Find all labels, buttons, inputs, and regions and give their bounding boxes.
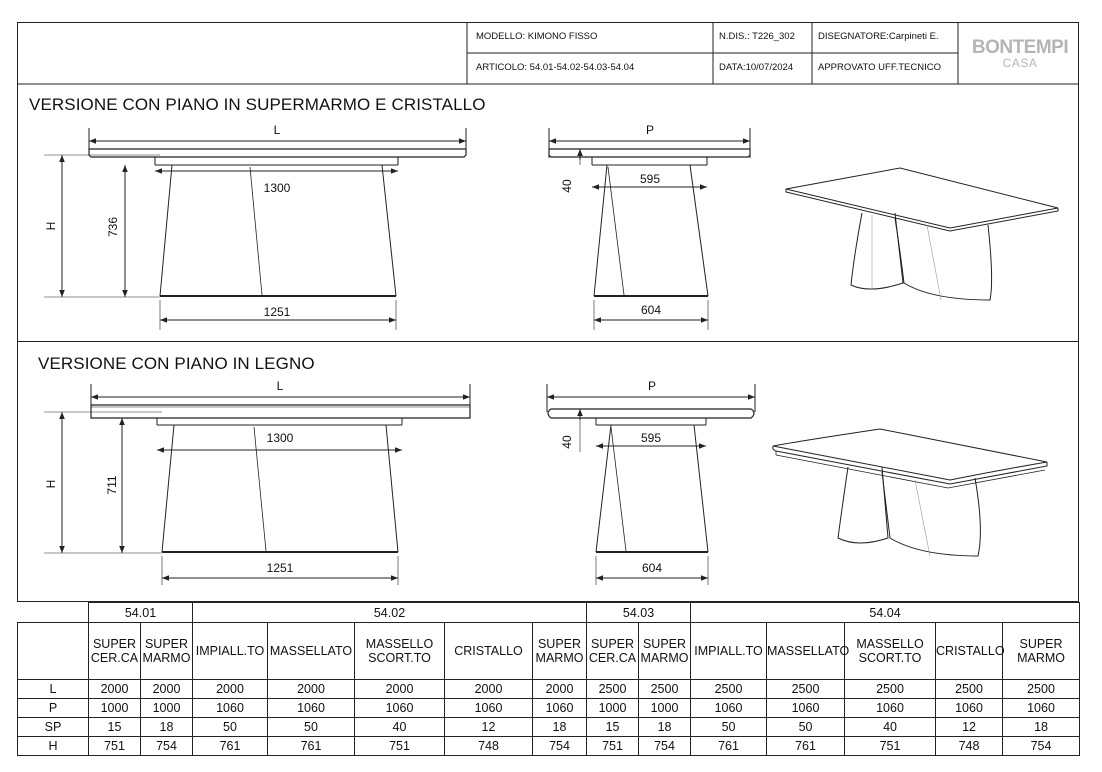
table-row	[18, 699, 1080, 718]
column-header: SUPER MARMO	[141, 623, 193, 680]
table-row	[18, 737, 1080, 756]
s2-depth-label: P	[647, 379, 657, 393]
column-header: SUPER MARMO	[639, 623, 691, 680]
table-cell: 1000	[587, 699, 639, 718]
spec-table	[17, 602, 1080, 756]
articolo-label: ARTICOLO: 54.01-54.02-54.03-54.04	[476, 62, 635, 73]
table-cell: 50	[268, 718, 355, 737]
column-header: CRISTALLO	[936, 623, 1003, 680]
row-label-sp: SP	[18, 718, 89, 737]
s2-base-width-label: 1251	[266, 561, 294, 575]
s1-length-label: L	[273, 123, 281, 137]
group-header-54-03: 54.03	[587, 603, 691, 623]
table-cell: 2500	[936, 680, 1003, 699]
bontempi-logo: BONTEMPI CASA	[971, 37, 1069, 70]
section2-title: VERSIONE CON PIANO IN LEGNO	[38, 354, 315, 373]
table-cell: 1000	[89, 699, 141, 718]
table-cell: 1060	[936, 699, 1003, 718]
table-cell: 754	[533, 737, 587, 756]
table-cell: 2500	[587, 680, 639, 699]
table-cell: 2000	[533, 680, 587, 699]
table-cell: 2000	[89, 680, 141, 699]
table-cell: 2000	[268, 680, 355, 699]
table-cell: 40	[845, 718, 936, 737]
s2-height-label: 711	[105, 475, 119, 495]
table-cell: 751	[89, 737, 141, 756]
table-cell: 761	[193, 737, 268, 756]
table-cell: 1060	[767, 699, 845, 718]
table-cell: 12	[445, 718, 533, 737]
table-cell: 754	[141, 737, 193, 756]
table-cell: 754	[639, 737, 691, 756]
table-cell: 761	[691, 737, 767, 756]
table-cell: 15	[587, 718, 639, 737]
s1-height-label: 736	[106, 216, 120, 238]
column-header: IMPIALL.TO	[691, 623, 767, 680]
column-header: SUPER CER.CA	[89, 623, 141, 680]
table-cell: 748	[445, 737, 533, 756]
column-header: MASSELLATO	[268, 623, 355, 680]
section1-perspective-view	[786, 168, 1058, 300]
group-header-54-04: 54.04	[691, 603, 1080, 623]
table-cell: 2500	[691, 680, 767, 699]
column-header: MASSELLATO	[767, 623, 845, 680]
table-cell: 1000	[639, 699, 691, 718]
table-cell: 2500	[639, 680, 691, 699]
table-cell: 2000	[193, 680, 268, 699]
table-cell: 50	[193, 718, 268, 737]
table-cell: 2000	[355, 680, 445, 699]
date-label: DATA:10/07/2024	[719, 62, 794, 73]
table-row	[18, 718, 1080, 737]
section1-title: VERSIONE CON PIANO IN SUPERMARMO E CRISTALLO	[29, 95, 486, 114]
table-cell: 1060	[533, 699, 587, 718]
table-cell: 18	[639, 718, 691, 737]
column-header: SUPER CER.CA	[587, 623, 639, 680]
s1-depth-label: P	[645, 123, 655, 137]
table-cell: 751	[845, 737, 936, 756]
table-cell: 18	[141, 718, 193, 737]
column-header: MASSELLO SCORT.TO	[355, 623, 445, 680]
s2-side-top-label: 595	[640, 431, 662, 445]
s2-thickness-label: 40	[560, 435, 574, 449]
table-cell: 751	[355, 737, 445, 756]
table-cell: 1000	[141, 699, 193, 718]
table-cell: 15	[89, 718, 141, 737]
s2-h-label: H	[44, 479, 58, 489]
s1-side-top-label: 595	[639, 172, 661, 186]
table-cell: 1060	[268, 699, 355, 718]
s1-top-width-label: 1300	[263, 181, 291, 195]
s1-thickness-label: 40	[560, 179, 574, 193]
table-cell: 761	[767, 737, 845, 756]
table-cell: 1060	[691, 699, 767, 718]
table-cell: 748	[936, 737, 1003, 756]
ndis-label: N.DIS.: T226_302	[719, 31, 795, 42]
row-label-h: H	[18, 737, 89, 756]
table-cell: 1060	[445, 699, 533, 718]
group-header-54-02: 54.02	[193, 603, 587, 623]
table-cell: 751	[587, 737, 639, 756]
s2-top-width-label: 1300	[266, 431, 294, 445]
s1-base-width-label: 1251	[263, 305, 291, 319]
table-cell: 50	[691, 718, 767, 737]
column-header: IMPIALL.TO	[193, 623, 268, 680]
row-label-l: L	[18, 680, 89, 699]
table-cell: 18	[533, 718, 587, 737]
section2-perspective-view	[773, 429, 1047, 556]
approved-label: APPROVATO UFF.TECNICO	[818, 62, 941, 73]
table-cell: 761	[268, 737, 355, 756]
s1-side-base-label: 604	[640, 303, 662, 317]
s1-h-label: H	[44, 221, 58, 231]
table-cell: 1060	[355, 699, 445, 718]
table-cell: 2000	[445, 680, 533, 699]
row-header-blank	[18, 623, 89, 680]
table-cell: 50	[767, 718, 845, 737]
column-header: SUPER MARMO	[1003, 623, 1080, 680]
modello-label: MODELLO: KIMONO FISSO	[476, 31, 598, 42]
row-label-p: P	[18, 699, 89, 718]
table-cell: 2500	[845, 680, 936, 699]
table-cell: 2500	[1003, 680, 1080, 699]
section1-side-view	[549, 128, 750, 330]
group-header-54-01: 54.01	[89, 603, 193, 623]
table-cell: 40	[355, 718, 445, 737]
table-cell: 18	[1003, 718, 1080, 737]
column-header: SUPER MARMO	[533, 623, 587, 680]
section2-side-view	[547, 384, 755, 585]
table-row	[18, 680, 1080, 699]
table-cell: 2000	[141, 680, 193, 699]
table-cell: 1060	[1003, 699, 1080, 718]
column-header: MASSELLO SCORT.TO	[845, 623, 936, 680]
table-cell: 1060	[845, 699, 936, 718]
s2-length-label: L	[276, 379, 284, 393]
column-header: CRISTALLO	[445, 623, 533, 680]
table-corner-cell	[18, 603, 89, 623]
table-cell: 12	[936, 718, 1003, 737]
designer-label: DISEGNATORE:Carpineti E.	[818, 31, 939, 42]
table-cell: 2500	[767, 680, 845, 699]
s2-side-base-label: 604	[641, 561, 663, 575]
table-cell: 754	[1003, 737, 1080, 756]
table-cell: 1060	[193, 699, 268, 718]
